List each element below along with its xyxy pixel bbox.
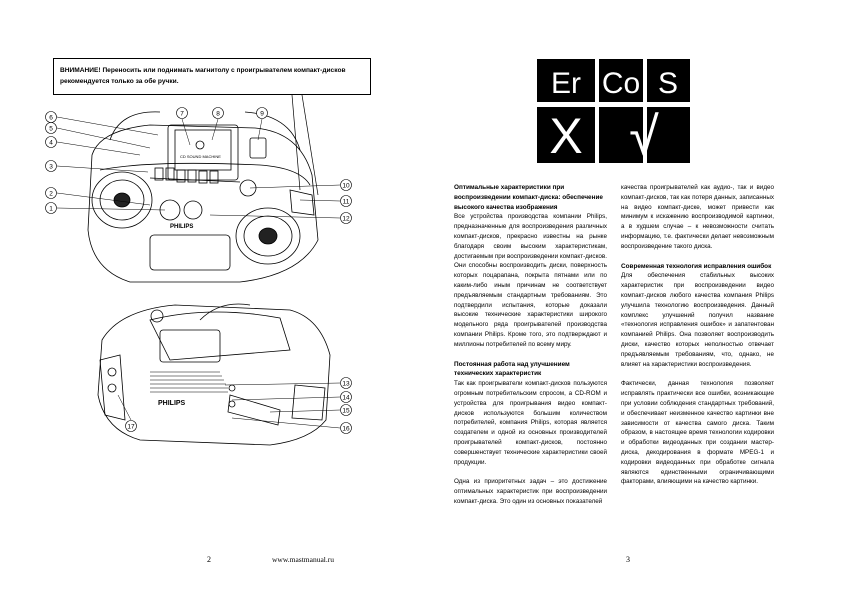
paragraph: качества проигрывателей как аудио-, так и видео компакт-дисков, так как потеря данных, записанных на видео компакт-диске, может привести как минимум к искажению воспроизводимой картинки, а в худшем случае – к невозможности считать информацию, т.е. фактически делает невозможным воспроизведение такого диска. bbox=[621, 184, 774, 250]
ercos-logo bbox=[537, 59, 690, 163]
page-number-right: 3 bbox=[626, 555, 630, 564]
paragraph: Все устройства производства компании Philips, предназначенные для воспроизведения различных компакт-дисков, прекрасно известны на рынке благодаря своим высоким характеристикам, достигаемым при воспроизведении компакт-дисков. Они способны воспроизводить диски, поверхность которых поцарапана, покрыта пятнами или по каким-либо иным причинам не соответствует предъявляемым стандартным требованиям. Это подтвердили испытания, которые доказали высокие технические характеристики широкого модельного ряда проигрывателей производства компании Philips. Кроме того, это подтверждают и миллионы потребителей по всему миру. bbox=[454, 213, 607, 348]
svg-text:√: √ bbox=[629, 107, 659, 163]
callout-15: 15 bbox=[342, 407, 350, 415]
callout-11: 11 bbox=[342, 198, 350, 206]
callout-10: 10 bbox=[342, 182, 350, 190]
callout-6: 6 bbox=[49, 114, 53, 122]
heading-improvement: Постоянная работа над улучшением технических характеристик bbox=[454, 360, 570, 378]
text-column-1 bbox=[454, 183, 607, 517]
callout-17: 17 bbox=[127, 423, 135, 431]
page-number-left: 2 bbox=[207, 555, 211, 564]
callout-16: 16 bbox=[342, 425, 350, 433]
callout-3: 3 bbox=[49, 163, 53, 171]
boombox-front-illustration bbox=[88, 112, 318, 282]
footer-url: www.mastmanual.ru bbox=[272, 555, 334, 564]
callout-7: 7 bbox=[180, 110, 184, 118]
brand-label-top: PHILIPS bbox=[170, 224, 194, 230]
callout-12: 12 bbox=[342, 215, 350, 223]
paragraph: Одна из приоритетных задач – это достижение оптимальных характеристик при воспроизведении компакт-диска. Это один из основных показателей bbox=[454, 478, 607, 505]
paragraph: Для обеспечения стабильных высоких характеристик при воспроизведении видео компакт-дисков любого качества компания Philips улучшила технологию воспроизведения. Данный комплекс улучшений получил название «технология исправления ошибок» и запатентован компанией Philips. Она позволяет воспроизводить диски, качество которых неполностью отвечает предъявляемым требованиям, что, однако, не влияет на характеристики воспроизведения. bbox=[621, 272, 774, 368]
callout-1: 1 bbox=[49, 205, 53, 213]
right-page bbox=[421, 0, 842, 595]
svg-text:X: X bbox=[549, 108, 583, 163]
warning-box: ВНИМАНИЕ! Переносить или поднимать магнитолу с проигрывателем компакт-дисков рекомендуется только за обе ручки. bbox=[53, 58, 371, 95]
callout-5: 5 bbox=[49, 125, 53, 133]
svg-text:Co: Co bbox=[601, 67, 641, 100]
heading-optimal: Оптимальные характеристики при воспроизведении компакт-диска: обеспечение высокого качества изображения bbox=[454, 184, 603, 211]
heading-error-correction: Современная технология исправления ошибок bbox=[621, 262, 772, 270]
paragraph: Фактически, данная технология позволяет исправлять практически все ошибки, возникающие при условии соблюдения стандартных требований, и обеспечивает неизменное качество картинки вне зависимости от качества самого диска. Таким образом, в настоящее время технологии кодировки и обработки видеоданных при создании мастер-диска, декодирования в формате MPEG-1 и кодировки видеоданных при обработке сигнала являются единственными ограничивающими факторами, влияющими на качество картинки. bbox=[621, 380, 774, 486]
text-column-2 bbox=[621, 183, 774, 497]
svg-text:CD SOUND MACHINE: CD SOUND MACHINE bbox=[180, 154, 221, 159]
callout-8: 8 bbox=[216, 110, 220, 118]
svg-text:Er: Er bbox=[551, 67, 581, 100]
brand-label-bottom: PHILIPS bbox=[158, 400, 186, 407]
callout-4: 4 bbox=[49, 139, 53, 147]
callout-14: 14 bbox=[342, 394, 350, 402]
callout-2: 2 bbox=[49, 190, 53, 198]
callout-13: 13 bbox=[342, 380, 350, 388]
paragraph: Так как проигрыватели компакт-дисков пользуются огромным потребительским спросом, а CD-ROM и устройства для проигрывания видео компакт-дисков используются большим количеством потребителей, компания Philips, которая является создателем и одной из основных производителей проигрывателей компакт-дисков, постоянно совершенствует технические характеристики своей продукции. bbox=[454, 380, 607, 466]
svg-text:S: S bbox=[657, 67, 679, 100]
callout-9: 9 bbox=[260, 110, 264, 118]
